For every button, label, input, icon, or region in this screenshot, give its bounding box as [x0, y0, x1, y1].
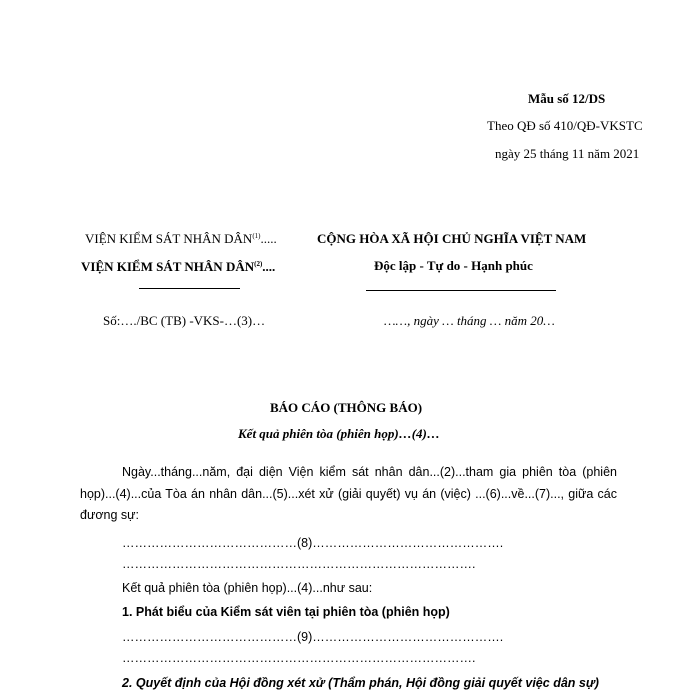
section-1-heading: 1. Phát biểu của Kiểm sát viên tại phiên tòa (phiên họp): [122, 605, 450, 619]
section-2-heading: 2. Quyết định của Hội đồng xét xử (Thẩm phán, Hội đồng giải quyết việc dân sự): [122, 676, 599, 690]
agency-line-2: [81, 259, 275, 275]
decision-reference: Theo QĐ số 410/QĐ-VKSTC: [487, 118, 643, 133]
agency-line-2-text: VIỆN KIỂM SÁT NHÂN DÂN: [81, 259, 255, 274]
agency-underline: [139, 288, 240, 289]
agency-line-1: [85, 231, 277, 247]
national-title: CỘNG HÒA XÃ HỘI CHỦ NGHĨA VIỆT NAM: [317, 231, 587, 246]
footnote-2-marker: (2): [254, 260, 263, 268]
decision-date: ngày 25 tháng 11 năm 2021: [495, 146, 640, 161]
footnote-1-marker: (1): [252, 232, 261, 240]
document-subtitle: Kết quả phiên tòa (phiên họp)…(4)…: [238, 426, 440, 441]
document-number: Số:…./BC (TB) -VKS-…(3)…: [103, 313, 266, 328]
form-number: Mẫu số 12/DS: [528, 91, 606, 106]
place-and-date: ……, ngày … tháng … năm 20…: [384, 313, 555, 328]
motto-underline: [366, 290, 556, 291]
parties-dotted-line-2: ………………………………………………………………………….: [122, 557, 476, 571]
result-intro: Kết quả phiên tòa (phiên họp)...(4)...như sau:: [122, 581, 373, 595]
agency-line-1-text: VIỆN KIỂM SÁT NHÂN DÂN: [85, 231, 253, 246]
intro-paragraph: Ngày...tháng...năm, đại diện Viện kiểm sát nhân dân...(2)...tham gia phiên tòa (phiên họp)...(4)...của Tòa án nhân dân...(5)...xét xử (giải quyết) vụ án (việc) ...(6)...về...(7)..., giữa các đương sự:: [80, 465, 617, 522]
agency-line-1-dots: .....: [260, 231, 277, 246]
prosecutor-dotted-line-2: ………………………………………………………………………….: [122, 651, 476, 665]
parties-dotted-line-1: ……………………………………(8)……………………………………….: [122, 536, 504, 550]
prosecutor-dotted-line-1: ……………………………………(9)……………………………………….: [122, 630, 504, 644]
agency-line-2-dots: ....: [262, 259, 276, 274]
document-title: BÁO CÁO (THÔNG BÁO): [270, 400, 423, 415]
national-motto: Độc lập - Tự do - Hạnh phúc: [374, 258, 533, 273]
